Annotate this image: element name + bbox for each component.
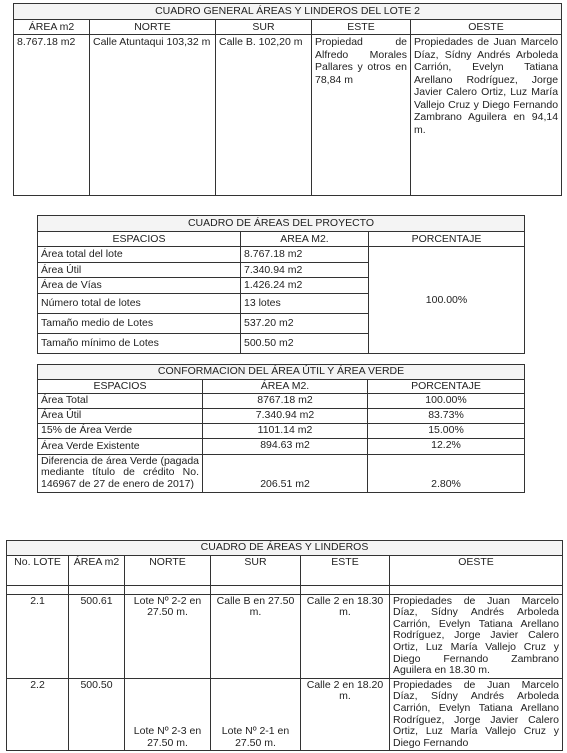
cell-area: 500.50 xyxy=(69,678,125,751)
lotes-linderos-table xyxy=(6,540,563,751)
cell-lote: 2.2 xyxy=(7,678,69,751)
row-label: Tamaño mínimo de Lotes xyxy=(38,333,241,353)
row-label: Área Útil xyxy=(38,409,203,424)
cell-sur: Calle B. 102,20 m xyxy=(216,35,312,196)
table-row xyxy=(38,247,525,263)
table-title: CUADRO DE ÁREAS DEL PROYECTO xyxy=(38,216,525,232)
table-title: CUADRO GENERAL ÁREAS Y LINDEROS DEL LOTE 2 xyxy=(14,4,562,20)
col-header-sur: SUR xyxy=(216,19,312,35)
cell-oeste: Propiedades de Juan Marcelo Díaz, Sídny Andrés Arboleda Carrión, Evelyn Tatiana Arellano Rodríguez, Jorge Javier Calero Ortiz, Luz María Vallejo Cruz y Diego Fernando xyxy=(390,678,563,751)
table-title: CONFORMACION DEL ÁREA ÚTIL Y ÁREA VERDE xyxy=(38,365,525,380)
cell-norte: Calle Atuntaqui 103,32 m xyxy=(90,35,216,196)
table-row xyxy=(38,423,525,438)
row-label: Número total de lotes xyxy=(38,293,241,313)
row-value: 1101.14 m2 xyxy=(203,423,368,438)
cell-lote: 2.1 xyxy=(7,594,69,678)
cell-norte: Lote Nº 2-2 en 27.50 m. xyxy=(125,594,211,678)
col-header-este: ESTE xyxy=(312,19,411,35)
col-header-area: ÁREA m2 xyxy=(69,555,125,585)
table-row xyxy=(38,438,525,454)
row-label: Área de Vías xyxy=(38,278,241,294)
row-pct: 83.73% xyxy=(368,409,525,424)
row-label: Área Total xyxy=(38,394,203,409)
row-pct: 100.00% xyxy=(368,394,525,409)
row-value: 13 lotes xyxy=(241,293,369,313)
row-label: Tamaño medio de Lotes xyxy=(38,313,241,333)
col-header-norte: NORTE xyxy=(125,555,211,585)
col-header-oeste: OESTE xyxy=(411,19,562,35)
cell-area: 8.767.18 m2 xyxy=(14,35,90,196)
row-value: 7.340.94 m2 xyxy=(203,409,368,424)
cell-este: Calle 2 en 18.20 m. xyxy=(301,678,390,751)
table-title: CUADRO DE ÁREAS Y LINDEROS xyxy=(7,541,563,556)
col-header-espacios: ESPACIOS xyxy=(38,379,203,394)
table-row xyxy=(7,678,563,751)
lote-2-linderos-table xyxy=(13,3,562,196)
col-header-lote: No. LOTE xyxy=(7,555,69,585)
row-label: Diferencia de área Verde (pagada mediante título de crédito No. 146967 de 27 de enero de 2017) xyxy=(38,454,203,492)
row-spacer xyxy=(7,585,563,594)
table-row xyxy=(7,594,563,678)
row-value: 7.340.94 m2 xyxy=(241,262,369,278)
col-header-porcentaje: PORCENTAJE xyxy=(369,231,525,247)
table-row xyxy=(38,454,525,492)
cell-oeste: Propiedades de Juan Marcelo Díaz, Sídny Andrés Arboleda Carrión, Evelyn Tatiana Arellano Rodríguez, Jorge Javier Calero Ortiz, Luz María Vallejo Cruz y Diego Fernando Zambrano Aguilera en 94,14 m. xyxy=(411,35,562,196)
percentage-cell: 100.00% xyxy=(369,247,525,354)
col-header-este: ESTE xyxy=(301,555,390,585)
row-pct: 2.80% xyxy=(368,454,525,492)
row-pct: 12.2% xyxy=(368,438,525,454)
col-header-sur: SUR xyxy=(211,555,301,585)
col-header-area: ÁREA M2. xyxy=(203,379,368,394)
row-value: 894.63 m2 xyxy=(203,438,368,454)
table-row xyxy=(38,409,525,424)
cell-area: 500.61 xyxy=(69,594,125,678)
row-value: 537.20 m2 xyxy=(241,313,369,333)
proyecto-areas-table xyxy=(37,215,525,354)
cell-oeste: Propiedades de Juan Marcelo Díaz, Sídny Andrés Arboleda Carrión, Evelyn Tatiana Arellano Rodríguez, Jorge Javier Calero Ortiz, Luz María Vallejo Cruz y Diego Fernando Zambrano Aguilera en 18.30 m. xyxy=(390,594,563,678)
table-row xyxy=(14,35,562,196)
row-label: 15% de Área Verde xyxy=(38,423,203,438)
row-value: 500.50 m2 xyxy=(241,333,369,353)
cell-sur: Lote Nº 2-1 en 27.50 m. xyxy=(211,678,301,751)
row-value: 206.51 m2 xyxy=(203,454,368,492)
row-label: Área total del lote xyxy=(38,247,241,263)
col-header-area: ÁREA m2 xyxy=(14,19,90,35)
col-header-porcentaje: PORCENTAJE xyxy=(368,379,525,394)
row-value: 8767.18 m2 xyxy=(203,394,368,409)
cell-este: Propiedad de Alfredo Morales Pallares y otros en 78,84 m xyxy=(312,35,411,196)
col-header-oeste: OESTE xyxy=(390,555,563,585)
row-label: Área Útil xyxy=(38,262,241,278)
conformacion-table xyxy=(37,364,525,493)
row-value: 8.767.18 m2 xyxy=(241,247,369,263)
cell-sur: Calle B en 27.50 m. xyxy=(211,594,301,678)
row-pct: 15.00% xyxy=(368,423,525,438)
cell-norte: Lote Nº 2-3 en 27.50 m. xyxy=(125,678,211,751)
table-row xyxy=(38,394,525,409)
col-header-espacios: ESPACIOS xyxy=(38,231,241,247)
cell-este: Calle 2 en 18.30 m. xyxy=(301,594,390,678)
col-header-norte: NORTE xyxy=(90,19,216,35)
row-value: 1.426.24 m2 xyxy=(241,278,369,294)
col-header-area: AREA M2. xyxy=(241,231,369,247)
row-label: Área Verde Existente xyxy=(38,438,203,454)
